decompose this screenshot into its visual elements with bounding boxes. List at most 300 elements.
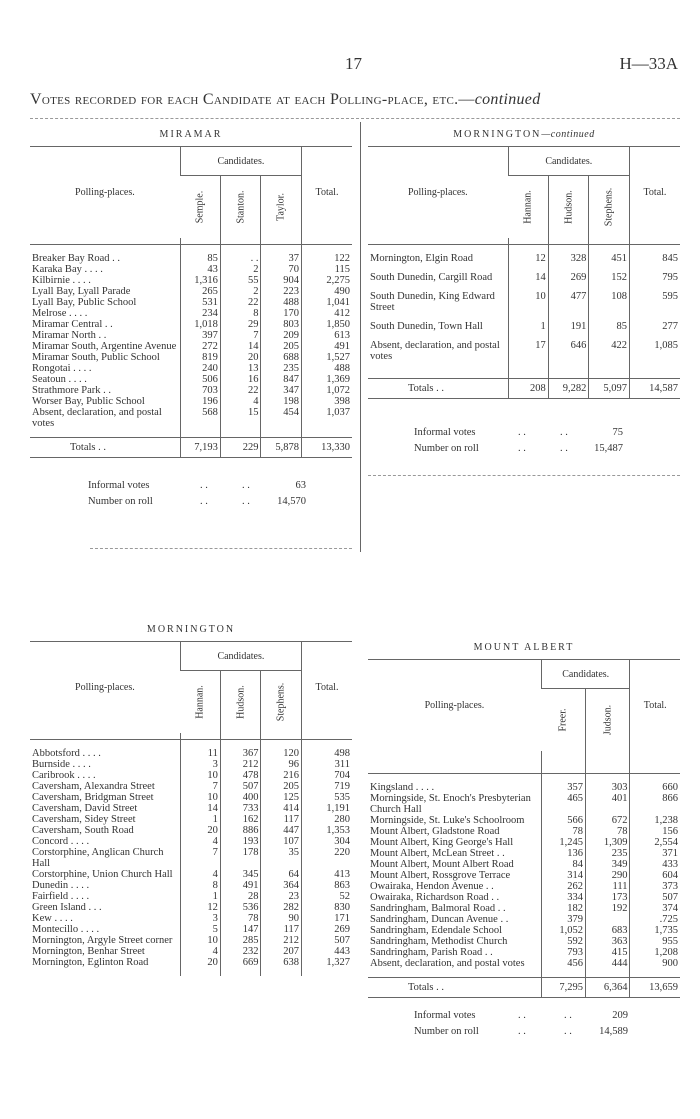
table-row	[30, 363, 352, 374]
total-value: 208	[508, 379, 548, 399]
page-title-continued: continued	[474, 91, 541, 108]
leader-dots: . .	[564, 1010, 572, 1021]
table-row	[30, 286, 352, 297]
mornington-title: MORNINGTON	[146, 624, 236, 635]
mornington-table	[30, 641, 352, 976]
polling-places-header: Polling-places.	[75, 187, 135, 198]
vote-count: 454	[261, 407, 302, 429]
vote-count: 1,735	[630, 925, 680, 936]
vote-count: 488	[302, 363, 353, 374]
vote-count: 733	[220, 803, 261, 814]
table-row	[368, 782, 680, 793]
mornington-section	[30, 620, 352, 976]
vote-count: 28	[220, 891, 261, 902]
vote-count: 1,238	[630, 815, 680, 826]
vote-count: 173	[585, 892, 630, 903]
vote-count: 1,369	[302, 374, 353, 385]
vote-count	[585, 914, 630, 925]
vote-count: 349	[585, 859, 630, 870]
polling-place-name: Mount Albert, Rossgrove Terrace	[370, 870, 511, 881]
vote-count: 122	[302, 253, 353, 264]
vote-count: 14	[220, 341, 261, 352]
vote-count: 371	[630, 848, 680, 859]
vote-count: 638	[261, 957, 302, 968]
candidate-name: Stephens.	[603, 187, 615, 227]
vote-count: 1	[180, 814, 220, 825]
vote-count: 171	[302, 913, 353, 924]
vote-count: 272	[180, 341, 220, 352]
vote-count: 303	[585, 782, 630, 793]
vote-count: 125	[261, 792, 302, 803]
vote-count: 3	[180, 913, 220, 924]
polling-place-name: Mount Albert, Mount Albert Road	[370, 859, 514, 870]
polling-place-name: Mount Albert, Gladstone Road	[370, 826, 500, 837]
vote-count: 314	[541, 870, 585, 881]
vote-count: 117	[261, 814, 302, 825]
vote-count: 37	[261, 253, 302, 264]
vote-count: 85	[180, 253, 220, 264]
vote-count: 688	[261, 352, 302, 363]
table-row	[368, 272, 680, 283]
mornington-cont-table	[368, 146, 680, 399]
table-row	[368, 903, 680, 914]
polling-places-header: Polling-places.	[407, 187, 468, 198]
vote-count: 477	[548, 291, 589, 313]
vote-count: 443	[302, 946, 353, 957]
polling-place-name: Montecillo . . . .	[32, 924, 100, 935]
vote-count: 507	[302, 935, 353, 946]
vote-count: 568	[180, 407, 220, 429]
vote-count: 191	[548, 321, 589, 332]
table-row	[30, 297, 352, 308]
mornington-cont-title: MORNINGTON	[453, 129, 542, 140]
candidate-name: Hudson.	[563, 190, 575, 224]
vote-count: 955	[630, 936, 680, 947]
table-row	[30, 352, 352, 363]
vote-count: 592	[541, 936, 585, 947]
table-row	[368, 914, 680, 925]
vote-count: 491	[302, 341, 353, 352]
vote-count: 334	[541, 892, 585, 903]
vote-count: 422	[589, 340, 630, 362]
vote-count: 531	[180, 297, 220, 308]
vote-count: 535	[302, 792, 353, 803]
table-row	[30, 770, 352, 781]
polling-place-name: Morningside, St. Luke's Schoolroom	[370, 815, 525, 826]
vote-count: 207	[261, 946, 302, 957]
vote-count: 285	[220, 935, 261, 946]
vote-count: 830	[302, 902, 353, 913]
total-value: 5,097	[589, 379, 630, 399]
polling-place-name: Sandringham, Balmoral Road . .	[370, 903, 506, 914]
vote-count: 1,208	[630, 947, 680, 958]
vote-count: 10	[180, 935, 220, 946]
roll-value: 15,487	[594, 443, 623, 454]
informal-votes-value: 209	[612, 1010, 628, 1021]
candidates-header: Candidates.	[180, 147, 301, 176]
vote-count: 10	[180, 792, 220, 803]
table-row	[30, 869, 352, 880]
polling-place-name: Absent, declaration, and postal votes	[370, 958, 525, 969]
vote-count: 304	[302, 836, 353, 847]
table-row	[368, 321, 680, 332]
vote-count: 14	[180, 803, 220, 814]
polling-places-header: Polling-places.	[424, 700, 485, 711]
continued-label: —continued	[541, 129, 595, 140]
vote-count: 863	[302, 880, 353, 891]
vote-count: 1,316	[180, 275, 220, 286]
vote-count: 136	[541, 848, 585, 859]
vote-count: 507	[630, 892, 680, 903]
total-header: Total.	[629, 147, 680, 239]
vote-count: 398	[302, 396, 353, 407]
vote-count: 3	[180, 759, 220, 770]
vote-count: 12	[508, 253, 548, 264]
vote-count: 216	[261, 770, 302, 781]
miramar-title: MIRAMAR	[159, 129, 223, 140]
table-row	[30, 814, 352, 825]
vote-count: 15	[220, 407, 261, 429]
total-value: 7,193	[180, 438, 220, 458]
vote-count: 2	[220, 264, 261, 275]
vote-count: 90	[261, 913, 302, 924]
candidates-header: Candidates.	[508, 147, 629, 176]
vote-count: 413	[302, 869, 353, 880]
table-row	[368, 870, 680, 881]
vote-count: 111	[585, 881, 630, 892]
table-row	[30, 759, 352, 770]
informal-votes-label: Informal votes	[414, 427, 476, 438]
polling-place-name: Caversham, David Street	[32, 803, 138, 814]
vote-count: 490	[302, 286, 353, 297]
vote-count: 96	[261, 759, 302, 770]
polling-place-name: Owairaka, Richardson Road . .	[370, 892, 500, 903]
section-rule	[90, 548, 352, 549]
polling-place-name: Caversham, Alexandra Street	[32, 781, 155, 792]
leader-dots: . .	[242, 480, 250, 491]
polling-place-name: Abbotsford . . . .	[32, 748, 101, 759]
vote-count: 660	[630, 782, 680, 793]
table-row	[30, 935, 352, 946]
vote-count: 444	[585, 958, 630, 969]
roll-value: 14,570	[277, 496, 306, 507]
table-row	[368, 881, 680, 892]
table-row	[30, 407, 352, 429]
polling-place-name: Caversham, Bridgman Street	[32, 792, 154, 803]
vote-count: 290	[585, 870, 630, 881]
mornington-cont-summary	[368, 425, 680, 465]
vote-count: 1,353	[302, 825, 353, 836]
roll-value: 14,589	[599, 1026, 628, 1037]
table-row	[368, 253, 680, 264]
vote-count: 232	[220, 946, 261, 957]
vote-count: 414	[261, 803, 302, 814]
candidate-name: Freer.	[557, 708, 569, 732]
vote-count: 52	[302, 891, 353, 902]
vote-count: 374	[630, 903, 680, 914]
section-rule	[368, 475, 680, 476]
vote-count: 193	[220, 836, 261, 847]
mount-albert-summary	[368, 1008, 680, 1048]
candidate-name: Hannan.	[194, 685, 206, 719]
polling-place-name: Dunedin . . . .	[32, 880, 90, 891]
total-header: Total.	[302, 642, 353, 734]
mornington-cont-section	[368, 125, 680, 476]
table-row	[30, 803, 352, 814]
polling-place-name: Caversham, South Road	[32, 825, 134, 836]
vote-count: 13	[220, 363, 261, 374]
polling-places-header: Polling-places.	[75, 682, 135, 693]
vote-count: 12	[180, 902, 220, 913]
vote-count: 367	[220, 748, 261, 759]
vote-count: 8	[180, 880, 220, 891]
vote-count: 240	[180, 363, 220, 374]
vote-count: 1,041	[302, 297, 353, 308]
informal-votes-label: Informal votes	[88, 480, 150, 491]
vote-count: 465	[541, 793, 585, 815]
leader-dots: . .	[436, 982, 445, 993]
vote-count: .725	[630, 914, 680, 925]
vote-count: 212	[220, 759, 261, 770]
totals-row	[368, 978, 680, 998]
vote-count: 415	[585, 947, 630, 958]
vote-count: 8	[220, 308, 261, 319]
polling-place-name: Miramar North . .	[32, 330, 107, 341]
vote-count: 269	[302, 924, 353, 935]
vote-count: 1,191	[302, 803, 353, 814]
polling-place-name: Absent, declaration, and postal votes	[370, 340, 500, 362]
vote-count: 379	[541, 914, 585, 925]
vote-count: 847	[261, 374, 302, 385]
polling-place-name: Mount Albert, King George's Hall	[370, 837, 514, 848]
vote-count: 10	[508, 291, 548, 313]
mount-albert-table	[368, 659, 680, 998]
vote-count: 397	[180, 330, 220, 341]
vote-count: 357	[541, 782, 585, 793]
leader-dots: . .	[564, 1026, 572, 1037]
vote-count: 235	[585, 848, 630, 859]
polling-place-name: Corstorphine, Anglican Church Hall	[32, 847, 164, 869]
polling-place-name: Kingsland . . . .	[370, 782, 435, 793]
vote-count: 491	[220, 880, 261, 891]
vote-count: 1,052	[541, 925, 585, 936]
vote-count: 120	[261, 748, 302, 759]
polling-place-name: Burnside . . . .	[32, 759, 91, 770]
polling-place-name: Kew . . . .	[32, 913, 73, 924]
table-row	[30, 880, 352, 891]
vote-count: 16	[220, 374, 261, 385]
leader-dots: . .	[200, 480, 208, 491]
mount-albert-section	[368, 638, 680, 1048]
vote-count: 2,554	[630, 837, 680, 848]
vote-count: 683	[585, 925, 630, 936]
vote-count: 311	[302, 759, 353, 770]
polling-place-name: Mornington, Argyle Street corner	[32, 935, 173, 946]
vote-count: 900	[630, 958, 680, 969]
vote-count: 22	[220, 297, 261, 308]
vote-count: 795	[629, 272, 680, 283]
roll-label: Number on roll	[414, 443, 479, 454]
vote-count: 2,275	[302, 275, 353, 286]
vote-count: 5	[180, 924, 220, 935]
vote-count: 10	[180, 770, 220, 781]
vote-count: 84	[541, 859, 585, 870]
vote-count: 566	[541, 815, 585, 826]
polling-place-name: Seatoun . . . .	[32, 374, 87, 385]
table-row	[30, 847, 352, 869]
miramar-summary	[30, 478, 352, 518]
table-row	[368, 936, 680, 947]
table-row	[368, 859, 680, 870]
leader-dots: . .	[98, 442, 107, 453]
total-value: 14,587	[629, 379, 680, 399]
vote-count: 198	[261, 396, 302, 407]
roll-label: Number on roll	[88, 496, 153, 507]
vote-count: 262	[541, 881, 585, 892]
polling-place-name: Lyall Bay, Lyall Parade	[32, 286, 131, 297]
miramar-table	[30, 146, 352, 458]
total-value: 9,282	[548, 379, 589, 399]
vote-count: 23	[261, 891, 302, 902]
totals-label: Totals	[70, 442, 96, 453]
polling-place-name: Corstorphine, Union Church Hall	[32, 869, 173, 880]
polling-place-name: Miramar South, Public School	[32, 352, 160, 363]
vote-count: 4	[180, 869, 220, 880]
vote-count: 904	[261, 275, 302, 286]
vote-count: 205	[261, 341, 302, 352]
polling-place-name: South Dunedin, Cargill Road	[370, 272, 493, 283]
vote-count: 1,037	[302, 407, 353, 429]
vote-count: 1	[180, 891, 220, 902]
table-row	[30, 253, 352, 264]
vote-count: 1,327	[302, 957, 353, 968]
vote-count: 2	[220, 286, 261, 297]
vote-count: 803	[261, 319, 302, 330]
total-value: 5,878	[261, 438, 302, 458]
table-row	[30, 275, 352, 286]
vote-count: 182	[541, 903, 585, 914]
vote-count: 400	[220, 792, 261, 803]
vote-count: 672	[585, 815, 630, 826]
vote-count: 147	[220, 924, 261, 935]
totals-row	[368, 379, 680, 399]
vote-count: 866	[630, 793, 680, 815]
vote-count: 595	[629, 291, 680, 313]
leader-dots: . .	[436, 383, 445, 394]
total-value: 7,295	[541, 978, 585, 998]
vote-count: 35	[261, 847, 302, 869]
totals-label: Totals	[408, 383, 434, 394]
vote-count: 220	[302, 847, 353, 869]
candidates-header: Candidates.	[180, 642, 301, 671]
vote-count: 14	[508, 272, 548, 283]
vote-count: 456	[541, 958, 585, 969]
vote-count: 115	[302, 264, 353, 275]
table-row	[30, 957, 352, 968]
vote-count: 108	[589, 291, 630, 313]
vote-count: 328	[548, 253, 589, 264]
vote-count: 669	[220, 957, 261, 968]
table-row	[30, 913, 352, 924]
vote-count: 433	[630, 859, 680, 870]
vote-count: 704	[302, 770, 353, 781]
table-row	[368, 925, 680, 936]
vote-count: 363	[585, 936, 630, 947]
polling-place-name: Sandringham, Methodist Church	[370, 936, 508, 947]
page-title	[30, 91, 680, 109]
vote-count: 277	[629, 321, 680, 332]
vote-count: 4	[220, 396, 261, 407]
vote-count: 117	[261, 924, 302, 935]
polling-place-name: Kilbirnie . . . .	[32, 275, 91, 286]
vote-count: 886	[220, 825, 261, 836]
table-row	[30, 924, 352, 935]
total-value: 6,364	[585, 978, 630, 998]
polling-place-name: Caversham, Sidey Street	[32, 814, 136, 825]
leader-dots: . .	[560, 443, 568, 454]
table-row	[30, 748, 352, 759]
vote-count: 178	[220, 847, 261, 869]
vote-count: 196	[180, 396, 220, 407]
vote-count: 1,245	[541, 837, 585, 848]
vote-count: 345	[220, 869, 261, 880]
polling-place-name: Worser Bay, Public School	[32, 396, 145, 407]
table-row	[368, 958, 680, 969]
table-row	[368, 848, 680, 859]
candidate-name: Judson.	[602, 704, 614, 736]
candidate-name: Semple.	[194, 190, 206, 224]
vote-count: 1	[508, 321, 548, 332]
vote-count: 1,309	[585, 837, 630, 848]
table-row	[30, 308, 352, 319]
vote-count: 78	[585, 826, 630, 837]
vote-count: 85	[589, 321, 630, 332]
polling-place-name: Breaker Bay Road . .	[32, 253, 121, 264]
table-row	[30, 374, 352, 385]
informal-votes-value: 75	[612, 427, 623, 438]
table-row	[30, 902, 352, 913]
vote-count: 7	[220, 330, 261, 341]
polling-place-name: Owairaka, Hendon Avenue . .	[370, 881, 494, 892]
vote-count: 498	[302, 748, 353, 759]
polling-place-name: Sandringham, Duncan Avenue . .	[370, 914, 509, 925]
vote-count: 7	[180, 847, 220, 869]
polling-place-name: Mornington, Benhar Street	[32, 946, 145, 957]
vote-count: 282	[261, 902, 302, 913]
vote-count: 819	[180, 352, 220, 363]
vote-count: 703	[180, 385, 220, 396]
vote-count: 78	[541, 826, 585, 837]
table-row	[30, 319, 352, 330]
vote-count: 7	[180, 781, 220, 792]
vote-count: 20	[180, 825, 220, 836]
leader-dots: . .	[242, 496, 250, 507]
polling-place-name: Karaka Bay . . . .	[32, 264, 103, 275]
vote-count: 364	[261, 880, 302, 891]
vote-count: 1,018	[180, 319, 220, 330]
vote-count: 55	[220, 275, 261, 286]
table-row	[30, 385, 352, 396]
vote-count: 223	[261, 286, 302, 297]
leader-dots: . .	[518, 427, 526, 438]
leader-dots: . .	[200, 496, 208, 507]
vote-count: 11	[180, 748, 220, 759]
vote-count: 1,527	[302, 352, 353, 363]
polling-place-name: Fairfield . . . .	[32, 891, 90, 902]
total-value: 229	[220, 438, 261, 458]
candidate-name: Stephens.	[275, 682, 287, 722]
polling-place-name: Rongotai . . . .	[32, 363, 92, 374]
